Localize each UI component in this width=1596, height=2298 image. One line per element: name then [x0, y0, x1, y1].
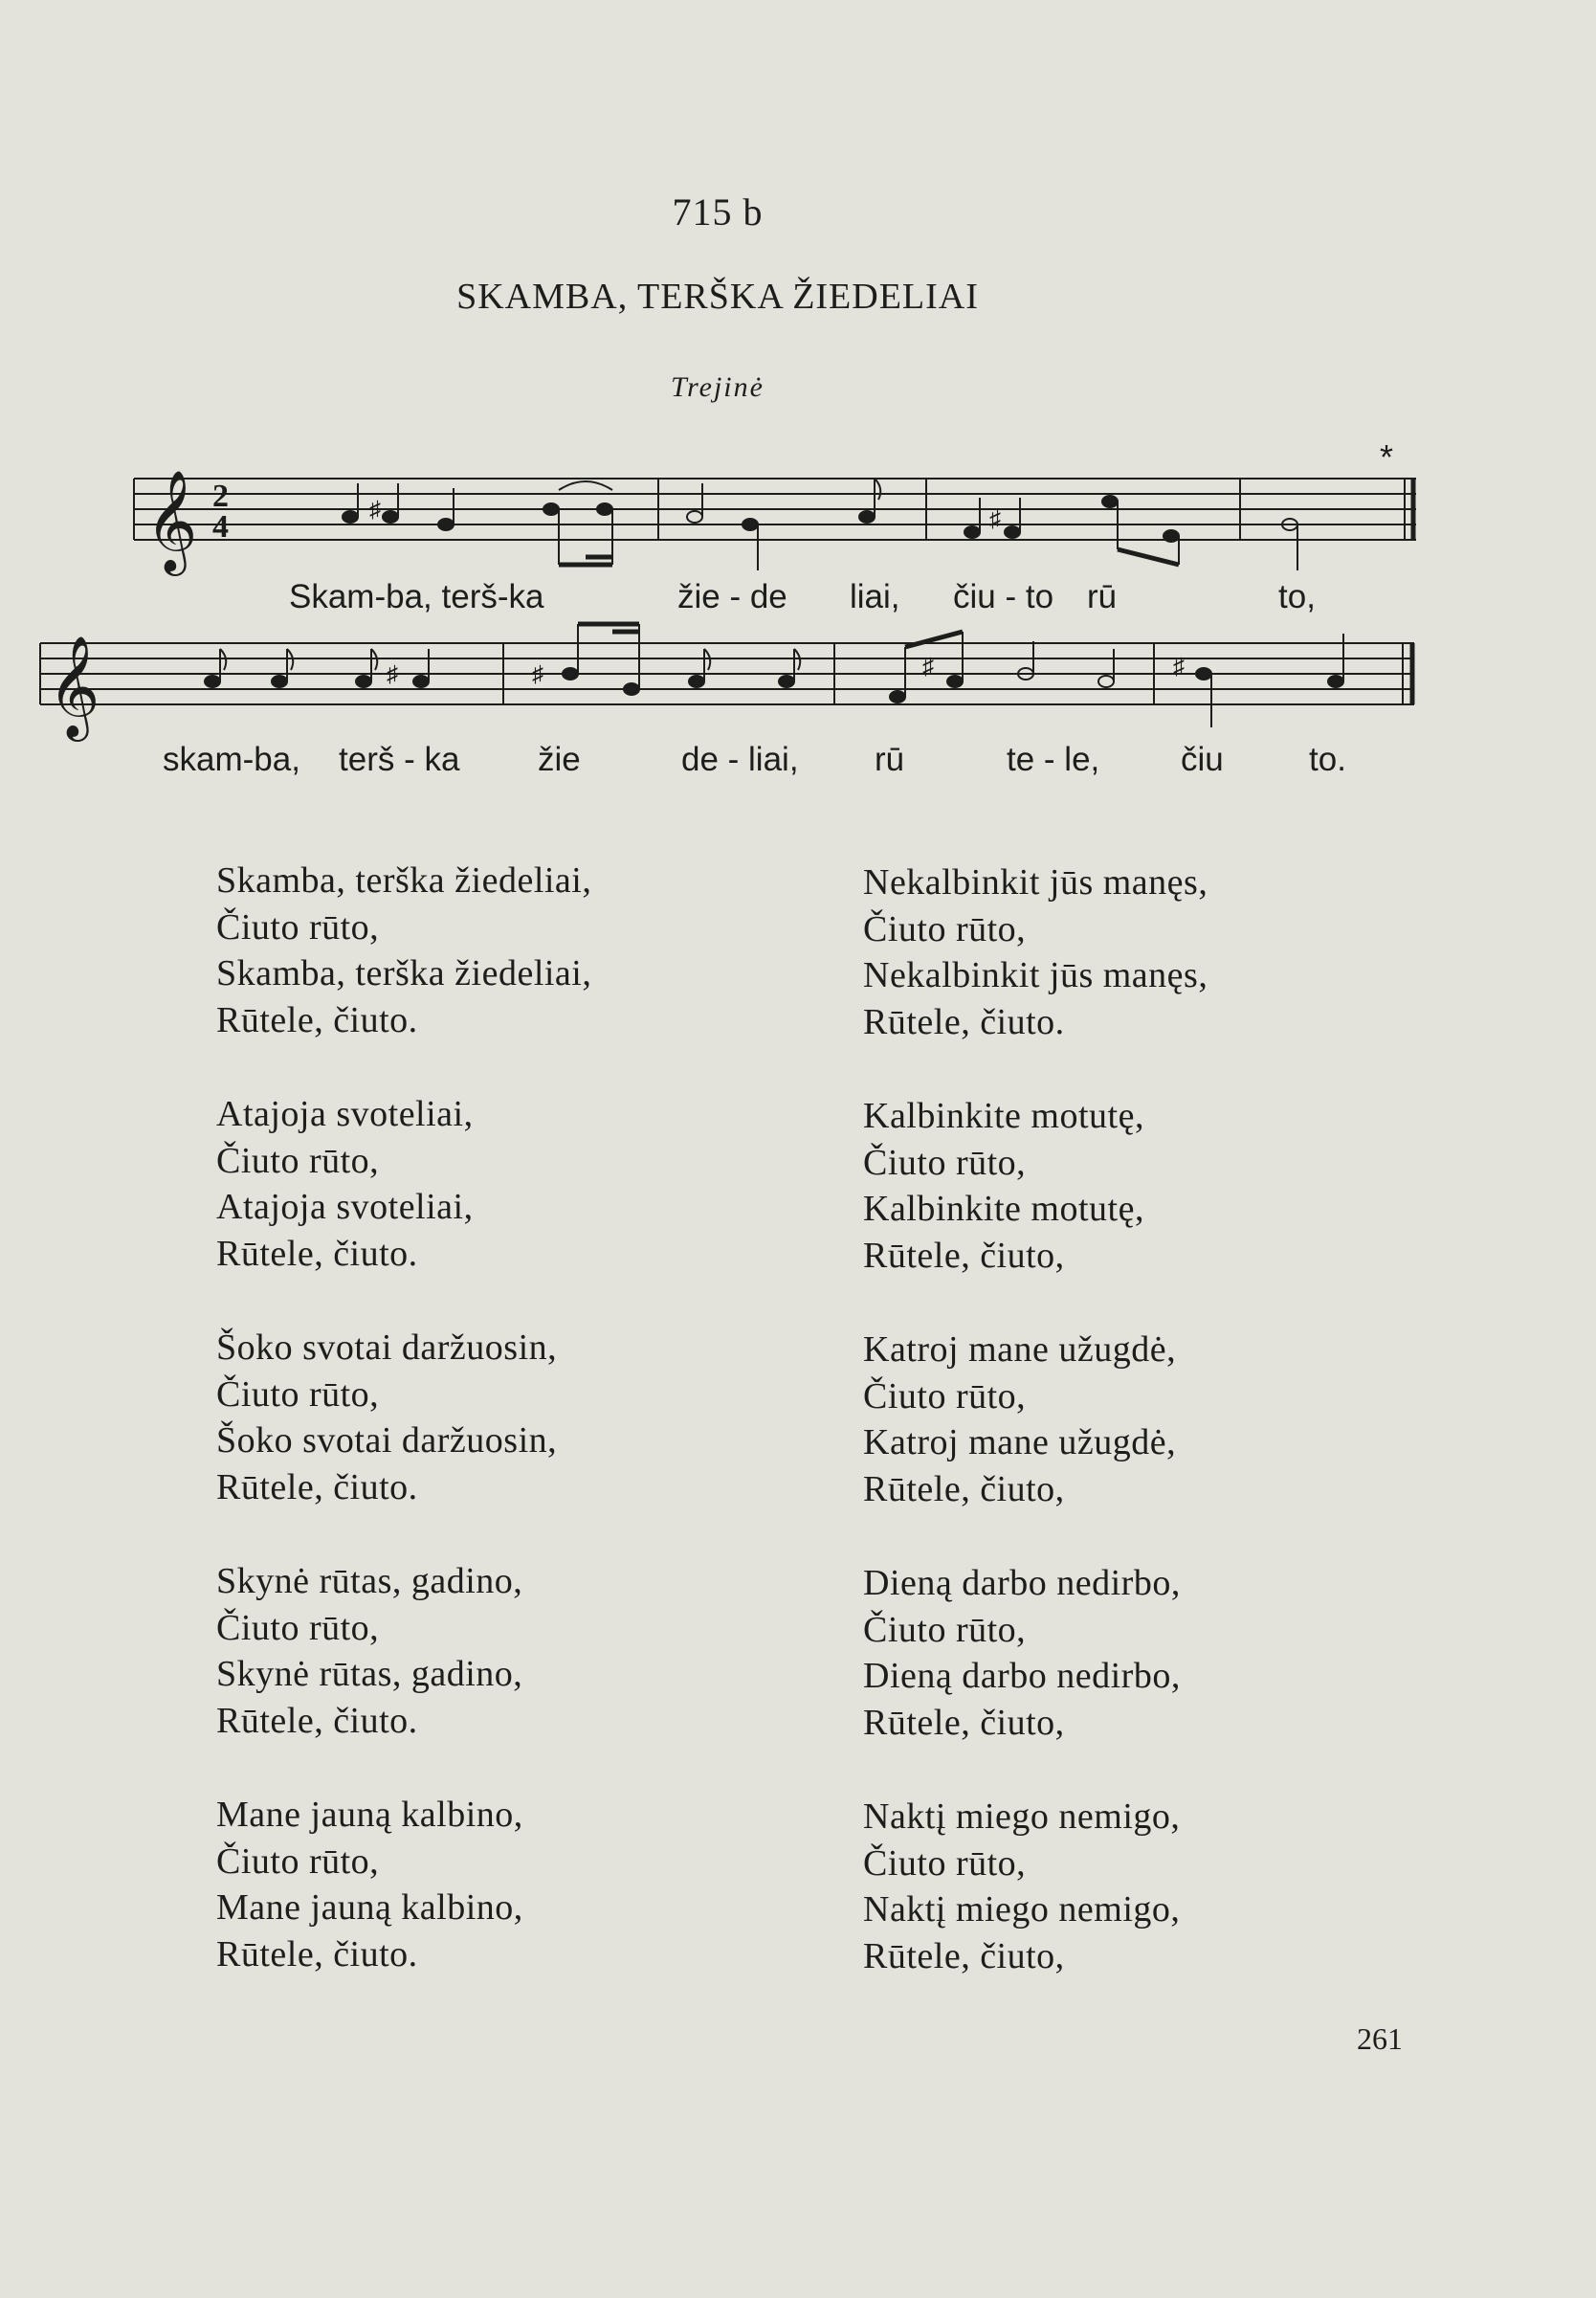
time-signature-top: 2 — [212, 479, 229, 514]
verse-line: Rūtele, čiuto. — [216, 1700, 418, 1741]
verse-line: Čiuto rūto, — [216, 906, 380, 948]
verse-line: Čiuto rūto, — [216, 1140, 380, 1181]
verse-line: Rūtele, čiuto. — [863, 1001, 1065, 1042]
staff-1-lyric-1: Skam-ba, terš-ka — [289, 578, 544, 615]
staff-1-lyric-5: rū — [1087, 578, 1118, 615]
verse-line: Rūtele, čiuto, — [863, 1935, 1065, 1976]
staff-2-lyric-8: to. — [1309, 741, 1346, 778]
verse — [216, 1325, 591, 1510]
verse-line: Atajoja svoteliai, — [216, 1187, 474, 1227]
svg-text:♯: ♯ — [922, 655, 934, 680]
verse-line: Skynė rūtas, gadino, — [216, 1654, 523, 1694]
staff-1-lyric-4: čiu - to — [953, 578, 1054, 615]
staff-2-lyric-6: te - le, — [1007, 741, 1100, 778]
tempo-marking: Trejinė — [671, 371, 765, 403]
verse — [216, 1792, 591, 1977]
verses-left-column — [216, 858, 591, 2025]
staff-2-lyric-1: skam-ba, — [163, 741, 300, 778]
verse-line: Kalbinkite motutę, — [863, 1096, 1144, 1136]
staff-2-lyric-2: terš - ka — [339, 741, 460, 778]
verse-line: Mane jauną kalbino, — [216, 1887, 523, 1928]
verse-line: Dieną darbo nedirbo, — [863, 1563, 1181, 1603]
time-signature-bottom: 4 — [212, 509, 229, 545]
verse-line: Čiuto rūto, — [216, 1373, 380, 1415]
verse-line: Čiuto rūto, — [863, 1375, 1027, 1417]
svg-text:♯: ♯ — [369, 498, 381, 523]
svg-text:♯: ♯ — [387, 662, 398, 687]
verse — [863, 1327, 1208, 1512]
verse-line: Skamba, terška žiedeliai, — [216, 953, 592, 993]
verse-line: Rūtele, čiuto. — [216, 999, 418, 1040]
verse — [863, 1093, 1208, 1279]
verse-line: Čiuto rūto, — [216, 1607, 380, 1648]
music-score — [0, 0, 1596, 823]
verse-line: Šoko svotai daržuosin, — [216, 1420, 558, 1461]
verse — [863, 1794, 1208, 1979]
staff-1-lyric-3: liai, — [850, 578, 900, 615]
staff-1 — [134, 479, 1416, 540]
asterisk-mark: * — [1380, 437, 1394, 477]
song-number: 715 b — [672, 190, 764, 234]
verse-line: Mane jauną kalbino, — [216, 1795, 523, 1835]
verses-right-column — [863, 859, 1208, 2027]
verse-line: Dieną darbo nedirbo, — [863, 1656, 1181, 1696]
verse — [863, 859, 1208, 1045]
verse-line: Rūtele, čiuto, — [863, 1702, 1065, 1743]
staff-1-lyric-6: to, — [1278, 578, 1316, 615]
verse-line: Rūtele, čiuto. — [216, 1466, 418, 1507]
staff-1-lyric-2: žie - de — [677, 578, 787, 615]
verse-line: Rūtele, čiuto, — [863, 1235, 1065, 1276]
verse-line: Nekalbinkit jūs manęs, — [863, 862, 1208, 903]
verse-line: Katroj mane užugdė, — [863, 1329, 1177, 1370]
svg-text:♯: ♯ — [1173, 655, 1185, 680]
staff-2-lyric-5: rū — [875, 741, 905, 778]
verse-line: Atajoja svoteliai, — [216, 1094, 474, 1134]
verse-line: Kalbinkite motutę, — [863, 1189, 1144, 1229]
verse — [216, 1558, 591, 1744]
verse — [863, 1560, 1208, 1746]
verse-line: Rūtele, čiuto, — [863, 1468, 1065, 1509]
verse-line: Šoko svotai daržuosin, — [216, 1327, 558, 1368]
verse-line: Čiuto rūto, — [863, 908, 1027, 949]
staff-2-notes — [205, 624, 1343, 727]
svg-text:♯: ♯ — [989, 507, 1001, 532]
verse-line: Čiuto rūto, — [863, 1142, 1027, 1183]
verse-line: Rūtele, čiuto. — [216, 1233, 418, 1274]
verse-line: Čiuto rūto, — [863, 1609, 1027, 1650]
song-title: SKAMBA, TERŠKA ŽIEDELIAI — [456, 277, 979, 317]
staff-2-lyric-7: čiu — [1181, 741, 1224, 778]
verse-line: Skamba, terška žiedeliai, — [216, 860, 592, 901]
verse-line: Skynė rūtas, gadino, — [216, 1561, 523, 1601]
verse — [216, 1091, 591, 1277]
verse-line: Naktį miego nemigo, — [863, 1889, 1181, 1930]
verse-line: Naktį miego nemigo, — [863, 1796, 1181, 1837]
verse-line: Nekalbinkit jūs manęs, — [863, 955, 1208, 995]
staff-2-lyric-3: žie — [538, 741, 581, 778]
svg-text:♯: ♯ — [532, 662, 543, 687]
verse-line: Katroj mane užugdė, — [863, 1422, 1177, 1462]
verse — [216, 858, 591, 1043]
page-number: 261 — [1357, 2021, 1403, 2056]
verse-line: Rūtele, čiuto. — [216, 1933, 418, 1974]
treble-clef-icon-2: 𝄞 — [48, 635, 100, 737]
verse-line: Čiuto rūto, — [216, 1841, 380, 1882]
treble-clef-icon: 𝄞 — [145, 469, 198, 571]
staff-2-lyric-4: de - liai, — [681, 741, 799, 778]
verse-line: Čiuto rūto, — [863, 1842, 1027, 1884]
